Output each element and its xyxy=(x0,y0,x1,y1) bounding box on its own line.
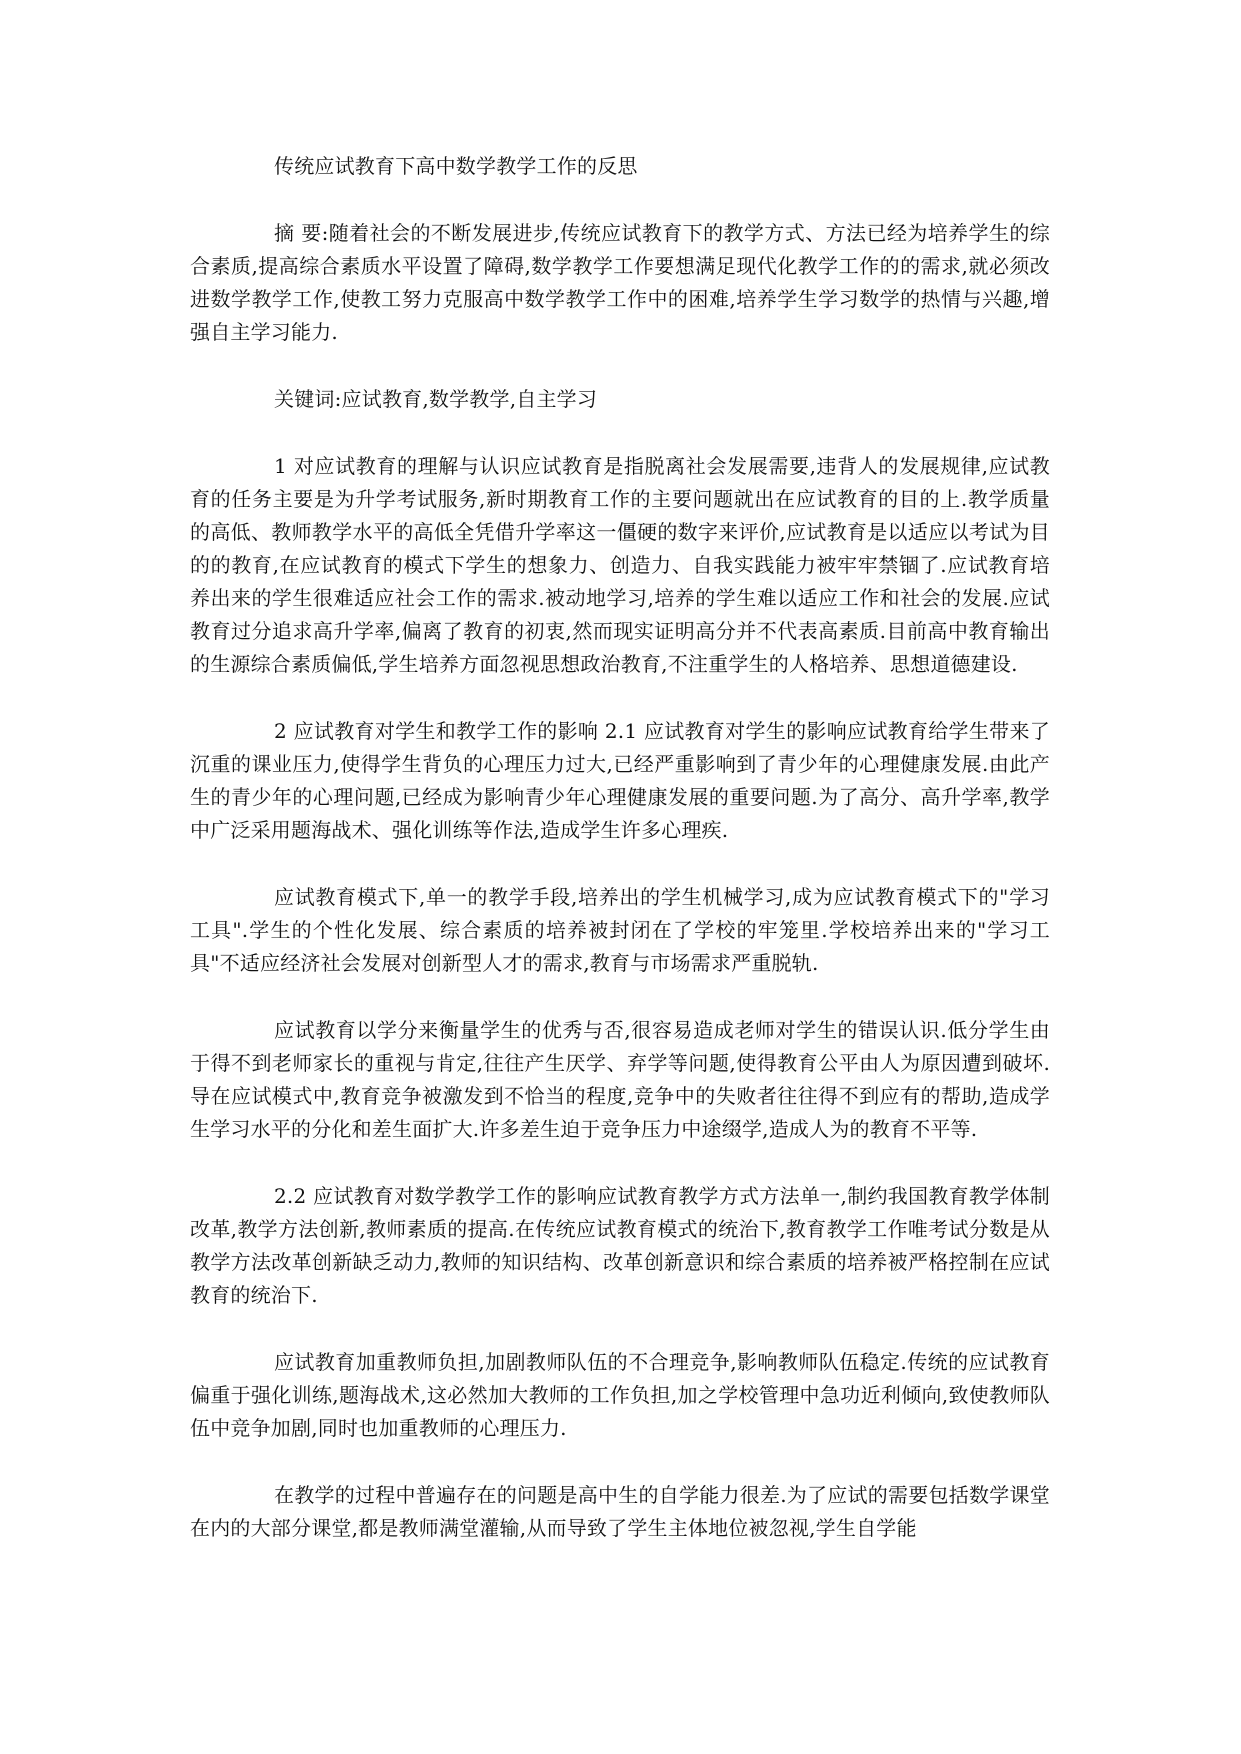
body-paragraph: 在教学的过程中普遍存在的问题是高中生的自学能力很差.为了应试的需要包括数学课堂在内的大部分课堂,都是教师满堂灌输,从而导致了学生主体地位被忽视,学生自学能 xyxy=(190,1483,1050,1540)
section-2-2-paragraph: 2.2 应试教育对数学教学工作的影响应试教育教学方式方法单一,制约我国教育教学体制改革,教学方法创新,教师素质的提高.在传统应试教育模式的统治下,教育教学工作唯考试分数是从教学方法改革创新缺乏动力,教师的知识结构、改革创新意识和综合素质的培养被严格控制在应试教育的统治下. xyxy=(190,1184,1050,1307)
document-body xyxy=(190,150,1050,1579)
body-paragraph: 应试教育以学分来衡量学生的优秀与否,很容易造成老师对学生的错误认识.低分学生由于得不到老师家长的重视与肯定,往往产生厌学、弃学等问题,使得教育公平由人为原因遭到破坏.导在应试模式中,教育竞争被激发到不恰当的程度,竞争中的失败者往往得不到应有的帮助,造成学生学习水平的分化和差生面扩大.许多差生迫于竞争压力中途缀学,造成人为的教育不平等. xyxy=(190,1018,1050,1141)
section-2-1-paragraph: 2 应试教育对学生和教学工作的影响 2.1 应试教育对学生的影响应试教育给学生带来了沉重的课业压力,使得学生背负的心理压力过大,已经严重影响到了青少年的心理健康发展.由此产生的青少年的心理问题,已经成为影响青少年心理健康发展的重要问题.为了高分、高升学率,教学中广泛采用题海战术、强化训练等作法,造成学生许多心理疾. xyxy=(190,719,1050,842)
section-1-paragraph: 1 对应试教育的理解与认识应试教育是指脱离社会发展需要,违背人的发展规律,应试教育的任务主要是为升学考试服务,新时期教育工作的主要问题就出在应试教育的目的上.教学质量的高低、教师教学水平的高低全凭借升学率这一僵硬的数字来评价,应试教育是以适应以考试为目的的教育,在应试教育的模式下学生的想象力、创造力、自我实践能力被牢牢禁锢了.应试教育培养出来的学生很难适应社会工作的需求.被动地学习,培养的学生难以适应工作和社会的发展.应试教育过分追求高升学率,偏离了教育的初衷,然而现实证明高分并不代表高素质.目前高中教育输出的生源综合素质偏低,学生培养方面忽视思想政治教育,不注重学生的人格培养、思想道德建设. xyxy=(190,454,1050,676)
body-paragraph: 应试教育加重教师负担,加剧教师队伍的不合理竞争,影响教师队伍稳定.传统的应试教育偏重于强化训练,题海战术,这必然加大教师的工作负担,加之学校管理中急功近利倾向,致使教师队伍中竞争加剧,同时也加重教师的心理压力. xyxy=(190,1350,1050,1440)
keywords-paragraph: 关键词:应试教育,数学教学,自主学习 xyxy=(274,387,598,411)
document-title: 传统应试教育下高中数学教学工作的反思 xyxy=(274,154,638,178)
body-paragraph: 应试教育模式下,单一的教学手段,培养出的学生机械学习,成为应试教育模式下的"学习工具".学生的个性化发展、综合素质的培养被封闭在了学校的牢笼里.学校培养出来的"学习工具"不适应经济社会发展对创新型人才的需求,教育与市场需求严重脱轨. xyxy=(190,885,1050,975)
abstract-paragraph: 摘 要:随着社会的不断发展进步,传统应试教育下的教学方式、方法已经为培养学生的综合素质,提高综合素质水平设置了障碍,数学教学工作要想满足现代化教学工作的的需求,就必须改进数学教学工作,使教工努力克服高中数学教学工作中的困难,培养学生学习数学的热情与兴趣,增强自主学习能力. xyxy=(190,221,1050,344)
